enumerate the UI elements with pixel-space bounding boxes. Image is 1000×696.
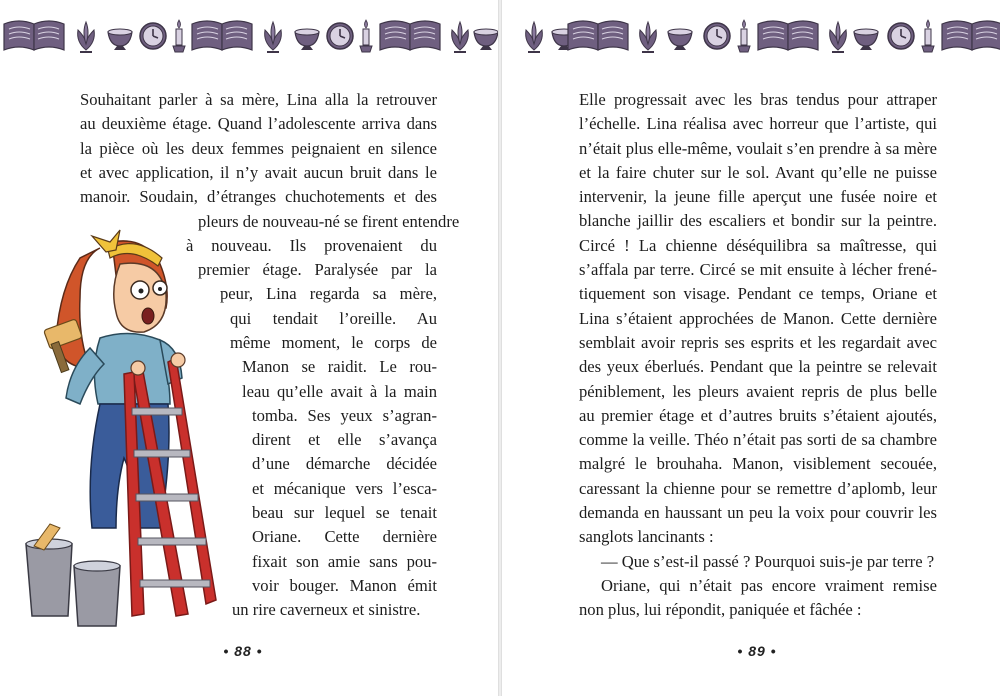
text-line: qui tendait l’oreille. Au — [230, 308, 437, 328]
text-line: peur, Lina regarda sa mère, — [220, 284, 437, 304]
bowl-icon — [295, 29, 319, 50]
left-paragraph-top — [80, 88, 437, 209]
text-line: l’échelle. Lina réalisa avec horreur que l’artiste, qui — [579, 114, 937, 134]
open-book-icon — [758, 21, 818, 50]
text-line: premier étage. Paralysée par la — [198, 260, 437, 280]
lotus-icon — [452, 22, 469, 52]
text-line: manoir. Soudain, d’étranges chuchotements et des — [80, 187, 437, 207]
text-line: et avec application, il n’y avait aucun bruit dans le — [80, 162, 437, 182]
text-line: un rire caverneux et sinistre. — [232, 600, 421, 620]
lotus-icon — [265, 22, 282, 52]
text-line: péniblement, les pleurs avaient repris de plus belle — [579, 381, 937, 401]
text-line: Circé ! La chienne déséquilibra sa maîtresse, qui — [579, 235, 937, 255]
text-line: Manon se raidit. Le rou- — [242, 357, 437, 377]
text-line: au deuxième étage. Quand l’adolescente arriva dans — [80, 114, 437, 134]
text-line: intervenir, la jeune fille aperçut une fusée noire et — [579, 187, 937, 207]
text-line: malgré le brouhaha. Manon, visiblement secouée, — [579, 454, 937, 474]
open-book-icon — [942, 21, 1000, 50]
open-book-icon — [192, 21, 252, 50]
text-line: tiquement son visage. Pendant ce temps, Oriane et — [579, 284, 937, 304]
text-line: voir bouger. Manon émit — [252, 575, 437, 595]
clock-icon — [140, 23, 166, 49]
text-line: non plus, lui répondit, paniquée et fâchée : — [579, 600, 862, 620]
left-page — [0, 0, 498, 696]
text-line: pleurs de nouveau-né se firent entendre — [198, 211, 460, 231]
open-book-icon — [4, 21, 64, 50]
clock-icon — [704, 23, 730, 49]
bowl-icon — [668, 29, 692, 50]
bowl-icon — [854, 29, 878, 50]
text-line: leau qu’elle avait à la main — [242, 381, 437, 401]
text-line: tomba. Ses yeux s’agran- — [252, 405, 437, 425]
text-line: Oriane. Cette dernière — [252, 527, 437, 547]
text-line: sanglots lancinants : — [579, 527, 714, 547]
top-ornament-border — [502, 14, 1000, 58]
page-number-right: • 89 • — [737, 643, 777, 659]
bowl-icon — [474, 29, 498, 50]
text-line: demanda en haussant un peu la voix pour couvrir les — [579, 503, 937, 523]
text-line: d’une démarche décidée — [252, 454, 437, 474]
text-line: beau sur lequel se tenait — [252, 503, 437, 523]
text-line: même moment, le corps de — [230, 332, 437, 352]
candle-icon — [922, 20, 934, 52]
bowl-icon — [108, 29, 132, 50]
open-book-icon — [380, 21, 440, 50]
text-line: au premier étage et d’autres bruits s’étaient ajoutés, — [579, 405, 937, 425]
text-line: fixait son amie sans pou- — [252, 551, 437, 571]
text-line: s’affala par terre. Circé se mit ensuite à lécher frené- — [579, 260, 937, 280]
text-line: semblait avoir repris ses esprits et les regardait avec — [579, 332, 937, 352]
text-line: comme la veille. Théo n’était pas sorti de sa chambre — [579, 430, 937, 450]
text-line: Lina s’étaient approchées de Manon. Cette dernière — [579, 308, 937, 328]
clock-icon — [888, 23, 914, 49]
left-paragraph-wrapped — [186, 210, 460, 623]
right-page — [502, 0, 1000, 696]
candle-icon — [738, 20, 750, 52]
lotus-icon — [78, 22, 95, 52]
dialogue-line: — Que s’est-il passé ? Pourquoi suis-je par terre ? — [601, 551, 935, 571]
right-paragraph — [579, 88, 937, 623]
text-line: et la faire chuter sur le sol. Avant qu’elle ne puisse — [579, 162, 937, 182]
clock-icon — [327, 23, 353, 49]
text-line: n’était plus elle-même, voulait s’en prendre à sa mère — [579, 138, 937, 158]
text-line: blanche jaillir des escaliers et bondir sur la peintre. — [579, 211, 937, 231]
top-ornament-border — [0, 14, 498, 58]
text-line: Oriane, qui n’était pas encore vraiment remise — [601, 575, 937, 595]
girl-on-ladder-illustration — [20, 228, 220, 628]
text-line: Elle progressait avec les bras tendus pour attraper — [579, 90, 937, 109]
lotus-icon — [830, 22, 847, 52]
text-line: dirent et elle s’avança — [252, 430, 437, 450]
page-number-left: • 88 • — [223, 643, 263, 659]
text-line: caressant la chienne pour se remettre d’aplomb, leur — [579, 478, 937, 498]
lotus-icon — [526, 22, 543, 52]
text-line: des yeux éberlués. Pendant que la peintre se relevait — [579, 357, 937, 377]
text-line: la pièce où les deux femmes peignaient en silence — [80, 138, 437, 158]
lotus-icon — [640, 22, 657, 52]
open-book-icon — [568, 21, 628, 50]
candle-icon — [360, 20, 372, 52]
candle-icon — [173, 20, 185, 52]
text-line: à nouveau. Ils provenaient du — [186, 235, 437, 255]
text-line: Souhaitant parler à sa mère, Lina alla la retrouver — [80, 90, 437, 109]
text-line: et mécanique vers l’esca- — [252, 478, 437, 498]
